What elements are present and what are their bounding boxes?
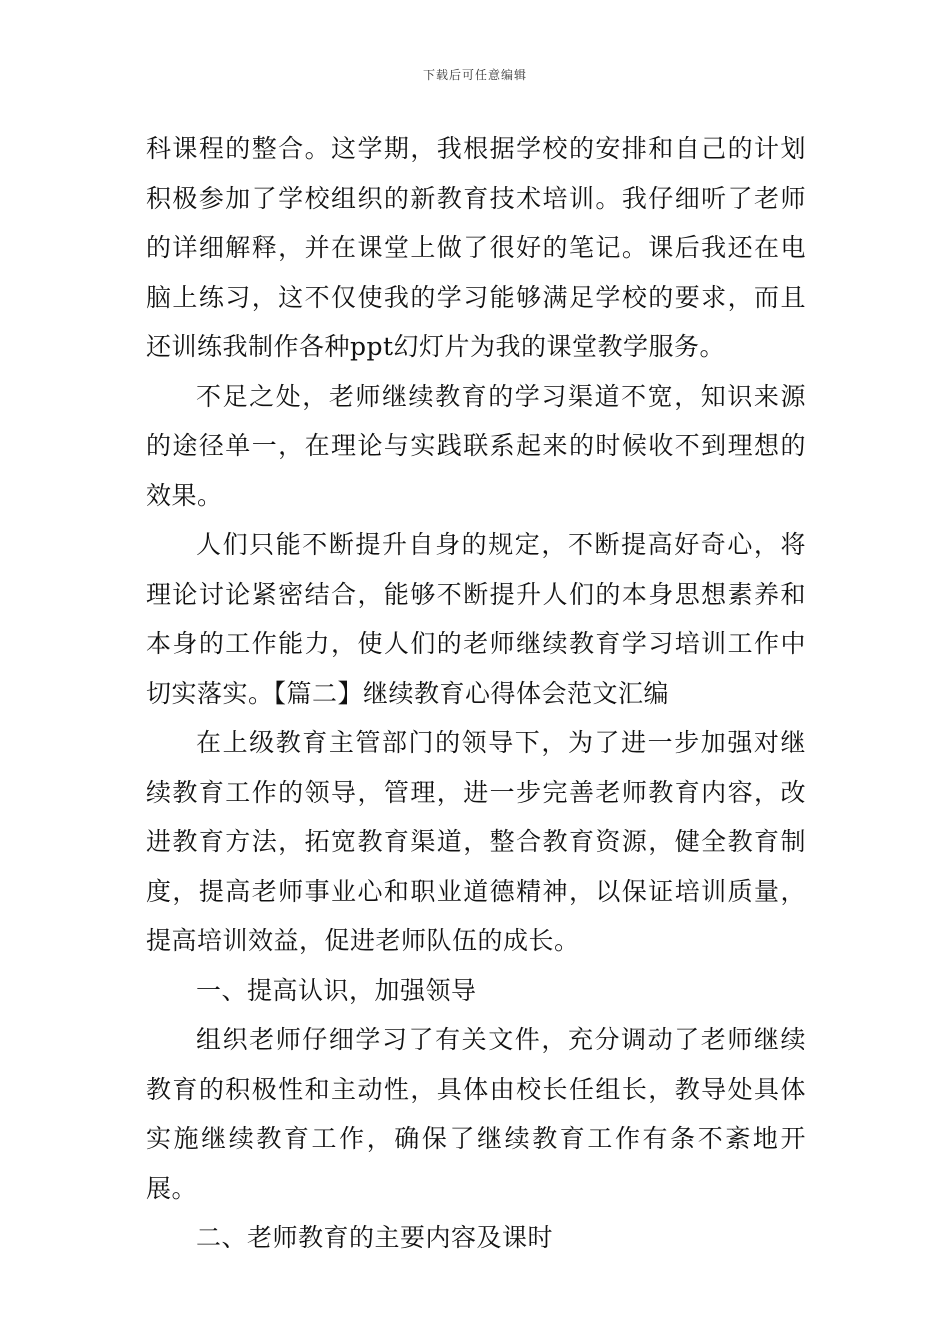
paragraph-4: 在上级教育主管部门的领导下，为了进一步加强对继续教育工作的领导，管理，进一步完善老师教育内容，改进教育方法，拓宽教育渠道，整合教育资源，健全教育制度，提高老师事业心和职业道德精神，以保证培训质量，提高培训效益，促进老师队伍的成长。	[146, 728, 806, 955]
paragraph-5: 组织老师仔细学习了有关文件，充分调动了老师继续教育的积极性和主动性，具体由校长任组长，教导处具体实施继续教育工作，确保了继续教育工作有条不紊地开展。	[146, 1025, 806, 1203]
page-header: 下载后可任意编辑	[422, 68, 527, 82]
paragraph-1: 科课程的整合。这学期，我根据学校的安排和自己的计划积极参加了学校组织的新教育技术培训。我仔细听了老师的详细解释，并在课堂上做了很好的笔记。课后我还在电脑上练习，这不仅使我的学习能够满足学校的要求，而且还训练我制作各种ppt幻灯片为我的课堂教学服务。	[146, 134, 806, 361]
paragraph-3: 人们只能不断提升自身的规定，不断提高好奇心，将理论讨论紧密结合，能够不断提升人们的本身思想素养和本身的工作能力，使人们的老师继续教育学习培训工作中切实落实。【篇二】继续教育心得体会范文汇编	[146, 530, 806, 708]
paragraph-2: 不足之处，老师继续教育的学习渠道不宽，知识来源的途径单一，在理论与实践联系起来的时候收不到理想的效果。	[146, 381, 806, 510]
section-heading-2: 二、老师教育的主要内容及课时	[196, 1223, 554, 1252]
document-body	[146, 124, 806, 1263]
section-heading-1: 一、提高认识，加强领导	[196, 975, 477, 1005]
